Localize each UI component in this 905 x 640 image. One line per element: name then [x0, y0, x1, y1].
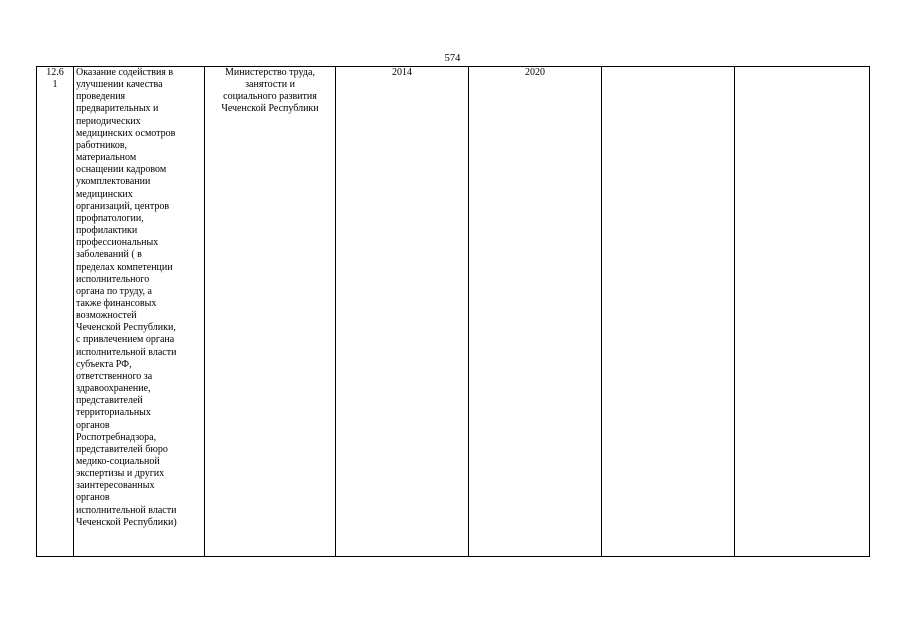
plan-table: [36, 66, 870, 557]
description-line: ответственного за: [76, 370, 153, 382]
description-line: медицинских: [76, 188, 133, 200]
description-line: субъекта РФ,: [76, 358, 132, 370]
measure-description: [76, 67, 202, 529]
executor-cell: [205, 67, 336, 557]
description-line: оснащении кадровом: [76, 164, 167, 176]
description-line: улучшении качества: [76, 79, 163, 91]
item-number-line: 12.6: [46, 67, 64, 78]
end-year: 2020: [525, 67, 545, 78]
description-line: исполнительной власти: [76, 504, 177, 516]
description-line: работников,: [76, 139, 128, 151]
description-line: материальном: [76, 152, 137, 164]
end-year-cell: [469, 67, 602, 557]
description-line: органов: [76, 419, 110, 431]
empty-cell-6: [602, 67, 735, 557]
description-line: заинтересованных: [76, 480, 155, 492]
description-line: также финансовых: [76, 297, 157, 309]
description-line: профилактики: [76, 225, 138, 237]
executor-line: Чеченской Республики: [221, 103, 319, 115]
table-row: [37, 67, 870, 557]
description-line: предварительных и: [76, 103, 159, 115]
item-number-line: 1: [52, 79, 58, 91]
description-line: представителей: [76, 395, 143, 407]
description-line: с привлечением органа: [76, 334, 175, 346]
item-number: [39, 67, 71, 91]
start-year-cell: [336, 67, 469, 557]
description-line: исполнительного: [76, 273, 150, 285]
description-line: заболеваний ( в: [76, 249, 142, 261]
description-line: органов: [76, 492, 110, 504]
executor-line: социального развития: [223, 91, 317, 103]
description-line: экспертизы и других: [76, 468, 165, 480]
description-line: органа по труду, а: [76, 285, 152, 297]
executor-line: Министерство труда,: [225, 67, 315, 78]
description-line: проведения: [76, 91, 126, 103]
description-line: медико-социальной: [76, 456, 160, 467]
description-line: профпатологии,: [76, 212, 144, 224]
description-cell: [74, 67, 205, 557]
description-line: Оказание содействия в: [76, 67, 174, 78]
description-line: представителей бюро: [76, 443, 168, 455]
description-line: здравоохранение,: [76, 383, 151, 395]
description-line: Чеченской Республики,: [76, 322, 176, 334]
description-line: организаций, центров: [76, 200, 170, 212]
description-line: Чеченской Республики): [76, 516, 177, 528]
description-line: территориальных: [76, 407, 151, 419]
description-line: исполнительной власти: [76, 346, 177, 358]
description-line: укомплектовании: [76, 176, 151, 188]
start-year: 2014: [392, 67, 412, 78]
description-line: медицинских осмотров: [76, 127, 176, 139]
page-number: 574: [444, 53, 461, 64]
description-line: Роспотребнадзора,: [76, 431, 157, 443]
description-line: профессиональных: [76, 237, 159, 249]
empty-cell-7: [735, 67, 870, 557]
item-number-cell: [37, 67, 74, 557]
executor-name: [207, 67, 333, 116]
description-line: пределах компетенции: [76, 261, 173, 273]
description-line: возможностей: [76, 310, 137, 322]
description-line: периодических: [76, 115, 141, 127]
executor-line: занятости и: [245, 79, 295, 91]
